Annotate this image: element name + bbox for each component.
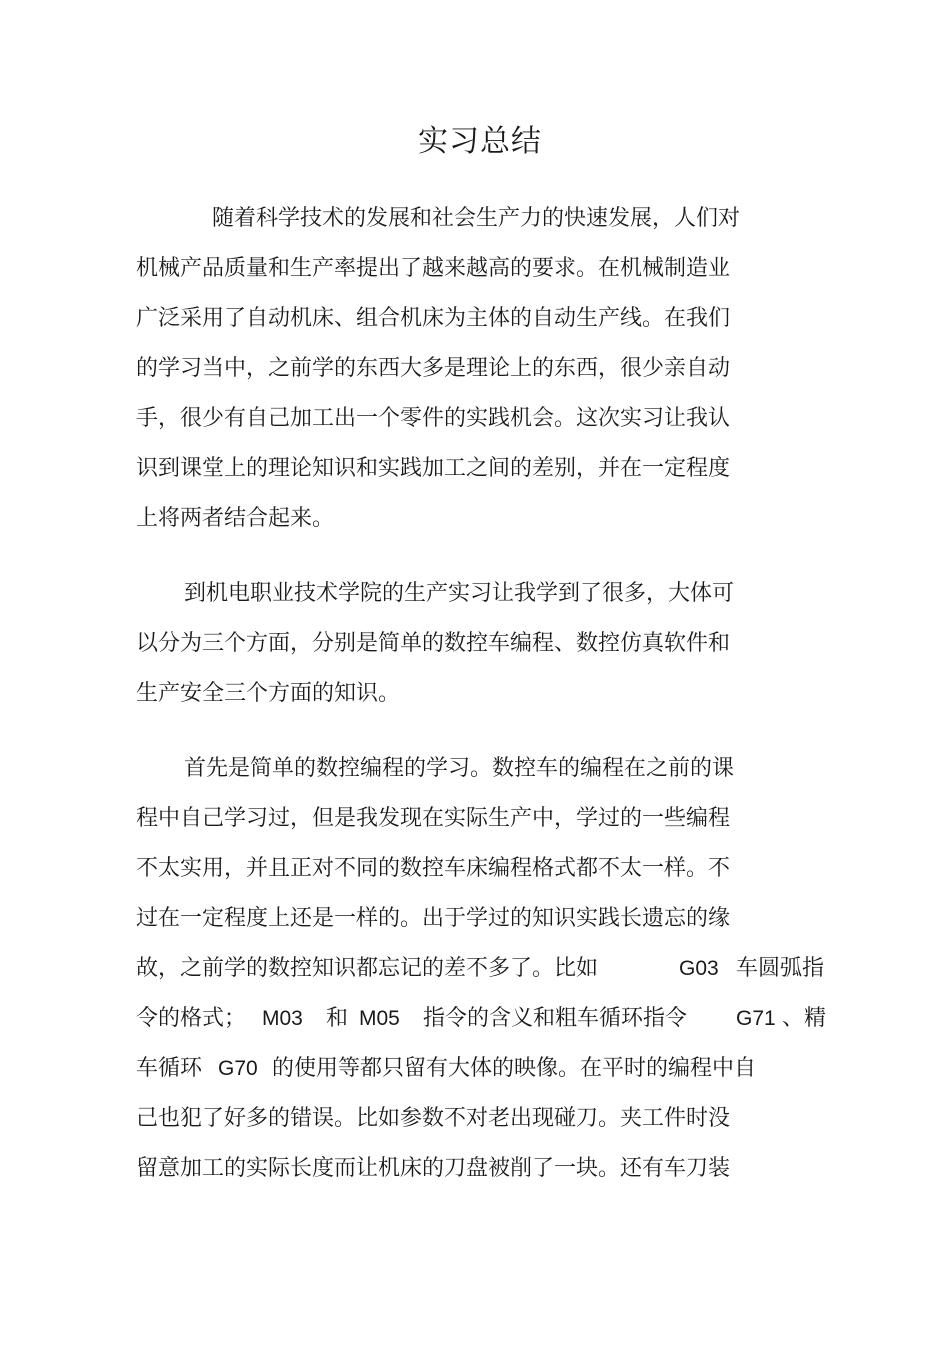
paragraph-3-line-2: 程中自己学习过，但是我发现在实际生产中，学过的一些编程 xyxy=(136,806,731,831)
paragraph-1-line-6: 识到课堂上的理论知识和实践加工之间的差别，并在一定程度 xyxy=(136,456,731,481)
paragraph-3-line-3: 不太实用，并且正对不同的数控车床编程格式都不太一样。不 xyxy=(136,856,731,881)
paragraph-1-line-7: 上将两者结合起来。 xyxy=(136,506,335,531)
paragraph-3-code-g70: G70 xyxy=(218,1057,258,1080)
paragraph-1-line-3: 广泛采用了自动机床、组合机床为主体的自动生产线。在我们 xyxy=(136,306,731,331)
paragraph-1-line-1: 随着科学技术的发展和社会生产力的快速发展，人们对 xyxy=(212,206,741,231)
paragraph-2-line-2: 以分为三个方面，分别是简单的数控车编程、数控仿真软件和 xyxy=(136,631,731,656)
paragraph-3-line-8: 己也犯了好多的错误。比如参数不对老出现碰刀。夹工件时没 xyxy=(136,1106,731,1131)
document-title: 实习总结 xyxy=(418,124,542,159)
paragraph-3-line-7-tail: 的使用等都只留有大体的映像。在平时的编程中自 xyxy=(272,1056,757,1081)
paragraph-3-code-m05: M05 xyxy=(359,1007,400,1030)
paragraph-1-line-5: 手，很少有自己加工出一个零件的实践机会。这次实习让我认 xyxy=(136,406,731,431)
paragraph-1-line-2: 机械产品质量和生产率提出了越来越高的要求。在机械制造业 xyxy=(136,256,731,281)
paragraph-3-line-5-text: 故，之前学的数控知识都忘记的差不多了。比如 xyxy=(136,956,599,981)
paragraph-3-line-6-text: 令的格式； xyxy=(136,1006,247,1031)
paragraph-3-line-6-middle: 指令的含义和粗车循环指令 xyxy=(423,1006,688,1031)
paragraph-2-line-3: 生产安全三个方面的知识。 xyxy=(136,681,401,706)
paragraph-3-line-5-tail: 车圆弧指 xyxy=(736,956,825,981)
paragraph-1-line-4: 的学习当中，之前学的东西大多是理论上的东西，很少亲自动 xyxy=(136,356,731,381)
paragraph-3-code-m03: M03 xyxy=(262,1007,303,1030)
paragraph-3-code-g71: G71 xyxy=(736,1007,776,1030)
paragraph-3-line-7-text: 车循环 xyxy=(136,1056,203,1081)
paragraph-2-line-1: 到机电职业技术学院的生产实习让我学到了很多，大体可 xyxy=(184,581,735,606)
paragraph-3-line-6-tail: 、精 xyxy=(782,1006,827,1031)
paragraph-3-code-g03: G03 xyxy=(679,957,719,980)
paragraph-3-line-6-and: 和 xyxy=(326,1006,349,1031)
paragraph-3-line-4: 过在一定程度上还是一样的。出于学过的知识实践长遗忘的缘 xyxy=(136,906,731,931)
paragraph-3-line-1: 首先是简单的数控编程的学习。数控车的编程在之前的课 xyxy=(184,756,735,781)
paragraph-3-line-9: 留意加工的实际长度而让机床的刀盘被削了一块。还有车刀装 xyxy=(136,1156,731,1181)
